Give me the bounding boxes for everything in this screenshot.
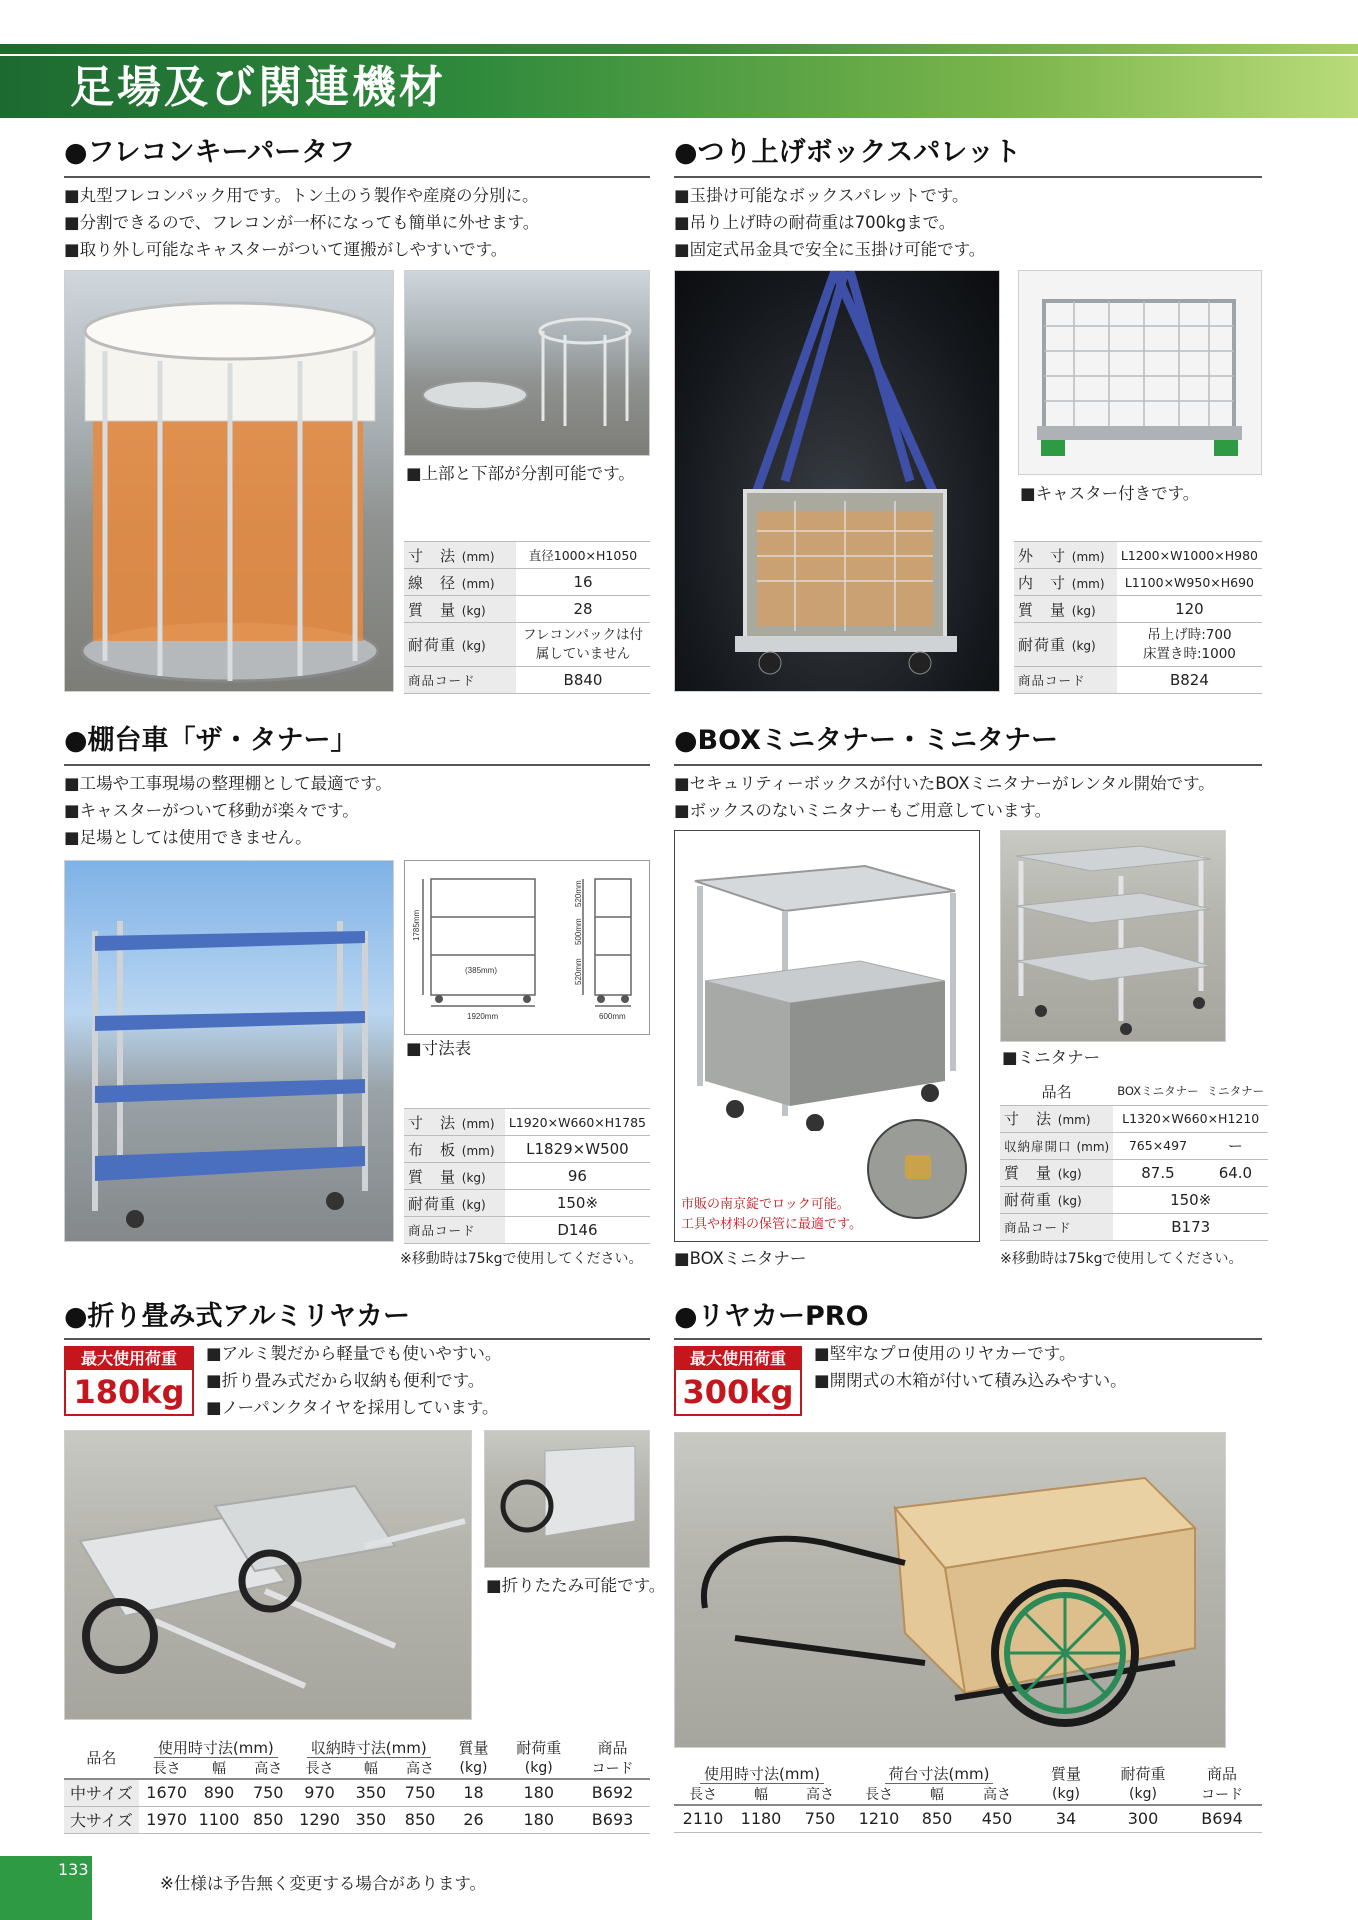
- bullet-item: ■ 折り畳み式だから収納も便利です。: [206, 1367, 501, 1394]
- col-header-code: 商品: [597, 1738, 628, 1757]
- col-subheader: 高さ: [244, 1758, 293, 1779]
- spec-value: 直径1000×H1050: [516, 542, 650, 569]
- spec-table-tanar: [404, 1108, 650, 1244]
- max-load-value: 180kg: [73, 1373, 185, 1411]
- dim-height-total: 1785mm: [412, 909, 421, 941]
- spec-row: [1014, 596, 1262, 623]
- spec-value: L1829×W500: [505, 1136, 650, 1163]
- max-load-label: 最大使用荷重: [66, 1348, 192, 1370]
- header-stripe: [0, 44, 1358, 54]
- dim-height-mid: 500mm: [574, 918, 583, 945]
- spec-label: 耐荷重 (kg): [1000, 1186, 1113, 1213]
- spec-row: [1000, 1186, 1268, 1213]
- section-rule: [674, 764, 1262, 766]
- spec-value: 吊上げ時:700 床置き時:1000: [1117, 623, 1262, 667]
- photo-caption-flecon: ■ 上部と下部が分割可能です。: [406, 460, 635, 484]
- product-photo-flecon-split: [404, 270, 650, 456]
- section-rule: [64, 764, 650, 766]
- bullet-item: ■ キャスターがついて移動が楽々です。: [64, 797, 392, 824]
- spec-label: 寸 法 (mm): [404, 542, 516, 569]
- col-subheader: 幅: [194, 1758, 243, 1779]
- spec-label: 収納扉開口 (mm): [1000, 1132, 1113, 1159]
- dimension-diagram-tanar: [404, 860, 650, 1035]
- col-subheader: 長さ: [293, 1758, 346, 1779]
- bullet-item: ■ 取り外し可能なキャスターがついて運搬がしやすいです。: [64, 236, 539, 263]
- bullet-item: ■ 開閉式の木箱が付いて積み込みやすい。: [814, 1367, 1127, 1394]
- col-subheader: コード: [1182, 1784, 1262, 1805]
- spec-label: 質 量 (kg): [1014, 596, 1117, 623]
- dim-height-top: 520mm: [574, 880, 583, 907]
- photo-caption-mini-tanar: ■ ミニタナー: [1002, 1044, 1100, 1068]
- spec-row: [1000, 1159, 1268, 1186]
- spec-label: 線 径 (mm): [404, 569, 516, 596]
- padlock-inset-photo: [867, 1119, 967, 1219]
- photo-caption-box-mini-tanar: ■ BOXミニタナー: [674, 1245, 806, 1269]
- col-subheader: 幅: [908, 1784, 966, 1805]
- section-title-box-pallet: ●つり上げボックスパレット: [674, 137, 1022, 168]
- spec-label: 耐荷重 (kg): [1014, 623, 1117, 667]
- section-title-tanar: ●棚台車「ザ・タナー」: [64, 725, 358, 756]
- table-row: 大サイズ 1970 1100 850 1290 350 850 26 180 B693: [64, 1806, 650, 1833]
- spec-label: 内 寸 (mm): [1014, 569, 1117, 596]
- spec-row: [404, 1109, 650, 1136]
- product-photo-box-pallet-caster: [1018, 270, 1262, 475]
- product-photo-box-mini-tanar: [674, 830, 980, 1242]
- section-title-alumi-cart: ●折り畳み式アルミリヤカー: [64, 1301, 410, 1332]
- dim-length: 1920mm: [467, 1012, 499, 1021]
- col-header-store: 収納時寸法(mm): [293, 1736, 445, 1758]
- bullet-item: ■ ノーパンクタイヤを採用しています。: [206, 1394, 501, 1421]
- box-pallet-illustration: [675, 271, 1000, 692]
- spec-label: 質 量 (kg): [404, 1163, 505, 1190]
- section-title-rearcar-pro: ●リヤカーPRO: [674, 1301, 869, 1332]
- spec-row: [404, 667, 650, 694]
- box-mini-tanar-illustration: [675, 831, 980, 1131]
- product-photo-alumi-cart: [64, 1430, 472, 1720]
- spec-row: [404, 623, 650, 667]
- section-rule: [64, 176, 650, 178]
- flecon-split-illustration: [405, 271, 650, 456]
- col-subheader: (kg): [1028, 1784, 1104, 1805]
- spec-label: 商品コード: [404, 1217, 505, 1244]
- photo-caption-alumi-cart: ■ 折りたたみ可能です。: [486, 1572, 665, 1596]
- col-header-code: 商品: [1206, 1764, 1237, 1783]
- spec-head-col: BOXミニタナー: [1113, 1078, 1202, 1105]
- dim-height-low: 520mm: [574, 958, 583, 985]
- spec-value: B824: [1117, 667, 1262, 694]
- col-header-mass: 質量: [458, 1738, 489, 1757]
- col-header-name: 品名: [64, 1736, 139, 1779]
- product-photo-flecon: [64, 270, 394, 692]
- bullet-item: ■ 分割できるので、フレコンが一杯になっても簡単に外せます。: [64, 209, 539, 236]
- spec-value: B840: [516, 667, 650, 694]
- bullet-list-rearcar-pro: [814, 1340, 1127, 1394]
- col-subheader: コード: [575, 1758, 650, 1779]
- product-photo-alumi-cart-folded: [484, 1430, 650, 1568]
- col-subheader: 長さ: [674, 1784, 732, 1805]
- max-load-badge-300: [674, 1346, 802, 1416]
- alumi-cart-illustration: [65, 1431, 472, 1720]
- spec-label: 質 量 (kg): [404, 596, 516, 623]
- padlock-icon: [905, 1155, 931, 1179]
- spec-row: [1000, 1105, 1268, 1132]
- page-title: 足場及び関連機材: [70, 62, 446, 113]
- spec-head-row: [1000, 1078, 1268, 1105]
- spec-label: 寸 法 (mm): [404, 1109, 505, 1136]
- wire-pallet-illustration: [1019, 271, 1262, 475]
- spec-value: L1100×W950×H690: [1117, 569, 1262, 596]
- col-subheader: 高さ: [790, 1784, 850, 1805]
- row-name: 大サイズ: [64, 1806, 139, 1833]
- col-subheader: 幅: [346, 1758, 395, 1779]
- rearcar-pro-illustration: [675, 1433, 1226, 1748]
- section-title-flecon: ●フレコンキーパータフ: [64, 137, 356, 168]
- spec-label: 商品コード: [1000, 1213, 1113, 1240]
- photo-caption-box-pallet: ■ キャスター付きです。: [1020, 480, 1199, 504]
- bullet-item: ■ アルミ製だから軽量でも使いやすい。: [206, 1340, 501, 1367]
- col-subheader: 長さ: [139, 1758, 195, 1779]
- spec-row: [404, 1217, 650, 1244]
- spec-row: [1000, 1132, 1268, 1159]
- spec-table-box-pallet: [1014, 541, 1262, 694]
- col-subheader: 高さ: [966, 1784, 1028, 1805]
- bullet-item: ■ 工場や工事現場の整理棚として最適です。: [64, 770, 392, 797]
- spec-value: 150※: [1113, 1186, 1268, 1213]
- bullet-item: ■ 丸型フレコンパック用です。トン土のう製作や産廃の分別に。: [64, 182, 539, 209]
- spec-head-name: 品名: [1000, 1078, 1113, 1105]
- col-header-load: 耐荷重: [1120, 1764, 1166, 1783]
- footnote-tanar: ※移動時は75kgで使用してください。: [400, 1251, 643, 1267]
- col-header-bed: 荷台寸法(mm): [850, 1762, 1028, 1784]
- spec-table-alumi-cart: [64, 1736, 650, 1834]
- bullet-item: ■ 堅牢なプロ使用のリヤカーです。: [814, 1340, 1127, 1367]
- col-subheader: (kg): [445, 1758, 503, 1779]
- product-photo-mini-tanar: [1000, 830, 1226, 1042]
- bullet-item: ■ 玉掛け可能なボックスパレットです。: [674, 182, 985, 209]
- max-load-label: 最大使用荷重: [676, 1348, 800, 1370]
- product-photo-tanar: [64, 860, 394, 1242]
- spec-value: 64.0: [1203, 1159, 1269, 1186]
- diagram-caption: ■ 寸法表: [406, 1035, 471, 1059]
- col-subheader: 長さ: [850, 1784, 908, 1805]
- footnote-mini-tanar: ※移動時は75kgで使用してください。: [1000, 1251, 1243, 1267]
- spec-value: L1200×W1000×H980: [1117, 542, 1262, 569]
- spec-row: [404, 1190, 650, 1217]
- spec-row: [1014, 542, 1262, 569]
- flecon-keeper-illustration: [65, 271, 394, 692]
- bullet-list-tanar: [64, 770, 392, 851]
- photo-note-lock: [681, 1195, 862, 1235]
- dim-pitch: (385mm): [465, 966, 498, 975]
- spec-row: [1000, 1213, 1268, 1240]
- spec-row: [404, 596, 650, 623]
- max-load-badge-180: [64, 1346, 194, 1416]
- dimension-drawing: [405, 861, 650, 1035]
- spec-table-rearcar-pro: [674, 1762, 1262, 1833]
- max-load-value: 300kg: [682, 1373, 794, 1411]
- table-row: 2110 1180 750 1210 850 450 34 300 B694: [674, 1805, 1262, 1832]
- spec-table-mini-tanar: [1000, 1078, 1268, 1241]
- spec-value: 120: [1117, 596, 1262, 623]
- spec-label: 質 量 (kg): [1000, 1159, 1113, 1186]
- spec-value: ー: [1203, 1132, 1269, 1159]
- page-number: 133: [58, 1860, 89, 1879]
- bullet-item: ■ 吊り上げ時の耐荷重は700kgまで。: [674, 209, 985, 236]
- spec-value: L1920×W660×H1785: [505, 1109, 650, 1136]
- section-title-mini-tanar: ●BOXミニタナー・ミニタナー: [674, 725, 1058, 756]
- photo-note-line: 工具や材料の保管に最適です。: [681, 1217, 862, 1232]
- spec-label: 商品コード: [404, 667, 516, 694]
- bullet-item: ■ 足場としては使用できません。: [64, 824, 392, 851]
- spec-value: 28: [516, 596, 650, 623]
- bullet-item: ■ ボックスのないミニタナーもご用意しています。: [674, 797, 1215, 824]
- spec-row: [404, 542, 650, 569]
- spec-value: 16: [516, 569, 650, 596]
- spec-row: [404, 1136, 650, 1163]
- footer-note: ※仕様は予告無く変更する場合があります。: [160, 1874, 487, 1893]
- table-row: 中サイズ 1670 890 750 970 350 750 18 180 B692: [64, 1779, 650, 1806]
- col-header-mass: 質量: [1050, 1764, 1081, 1783]
- bullet-item: ■ セキュリティーボックスが付いたBOXミニタナーがレンタル開始です。: [674, 770, 1215, 797]
- col-header-use: 使用時寸法(mm): [674, 1762, 850, 1784]
- spec-row: [1014, 623, 1262, 667]
- col-subheader: 幅: [732, 1784, 790, 1805]
- spec-label: 外 寸 (mm): [1014, 542, 1117, 569]
- folded-cart-illustration: [485, 1431, 650, 1568]
- col-header-load: 耐荷重: [516, 1738, 562, 1757]
- section-rule: [674, 176, 1262, 178]
- spec-row: [1014, 667, 1262, 694]
- spec-head-col: ミニタナー: [1203, 1078, 1269, 1105]
- product-photo-rearcar-pro: [674, 1432, 1226, 1748]
- spec-value: L1320×W660×H1210: [1113, 1105, 1268, 1132]
- product-photo-box-pallet: [674, 270, 1000, 692]
- col-header-use: 使用時寸法(mm): [139, 1736, 293, 1758]
- spec-label: 耐荷重 (kg): [404, 1190, 505, 1217]
- spec-value: D146: [505, 1217, 650, 1244]
- spec-value: フレコンパックは付属していません: [516, 623, 650, 667]
- spec-value: 150※: [505, 1190, 650, 1217]
- spec-row: [1014, 569, 1262, 596]
- spec-label: 耐荷重 (kg): [404, 623, 516, 667]
- row-name: 中サイズ: [64, 1779, 139, 1806]
- spec-label: 商品コード: [1014, 667, 1117, 694]
- photo-note-line: 市販の南京錠でロック可能。: [681, 1197, 850, 1212]
- mini-tanar-illustration: [1001, 831, 1226, 1042]
- bullet-list-box-pallet: [674, 182, 985, 263]
- col-subheader: 高さ: [395, 1758, 444, 1779]
- bullet-item: ■ 固定式吊金具で安全に玉掛け可能です。: [674, 236, 985, 263]
- bullet-list-mini-tanar: [674, 770, 1215, 824]
- spec-value: 87.5: [1113, 1159, 1202, 1186]
- bullet-list-flecon: [64, 182, 539, 263]
- shelf-cart-illustration: [65, 861, 394, 1242]
- spec-label: 寸 法 (mm): [1000, 1105, 1113, 1132]
- col-subheader: (kg): [1104, 1784, 1182, 1805]
- spec-row: [404, 569, 650, 596]
- bullet-list-alumi-cart: [206, 1340, 501, 1421]
- spec-label: 布 板 (mm): [404, 1136, 505, 1163]
- dim-depth: 600mm: [599, 1012, 626, 1021]
- col-subheader: (kg): [502, 1758, 575, 1779]
- spec-value: 96: [505, 1163, 650, 1190]
- spec-table-flecon: [404, 541, 650, 694]
- spec-row: [404, 1163, 650, 1190]
- spec-value: B173: [1113, 1213, 1268, 1240]
- spec-value: 765×497: [1113, 1132, 1202, 1159]
